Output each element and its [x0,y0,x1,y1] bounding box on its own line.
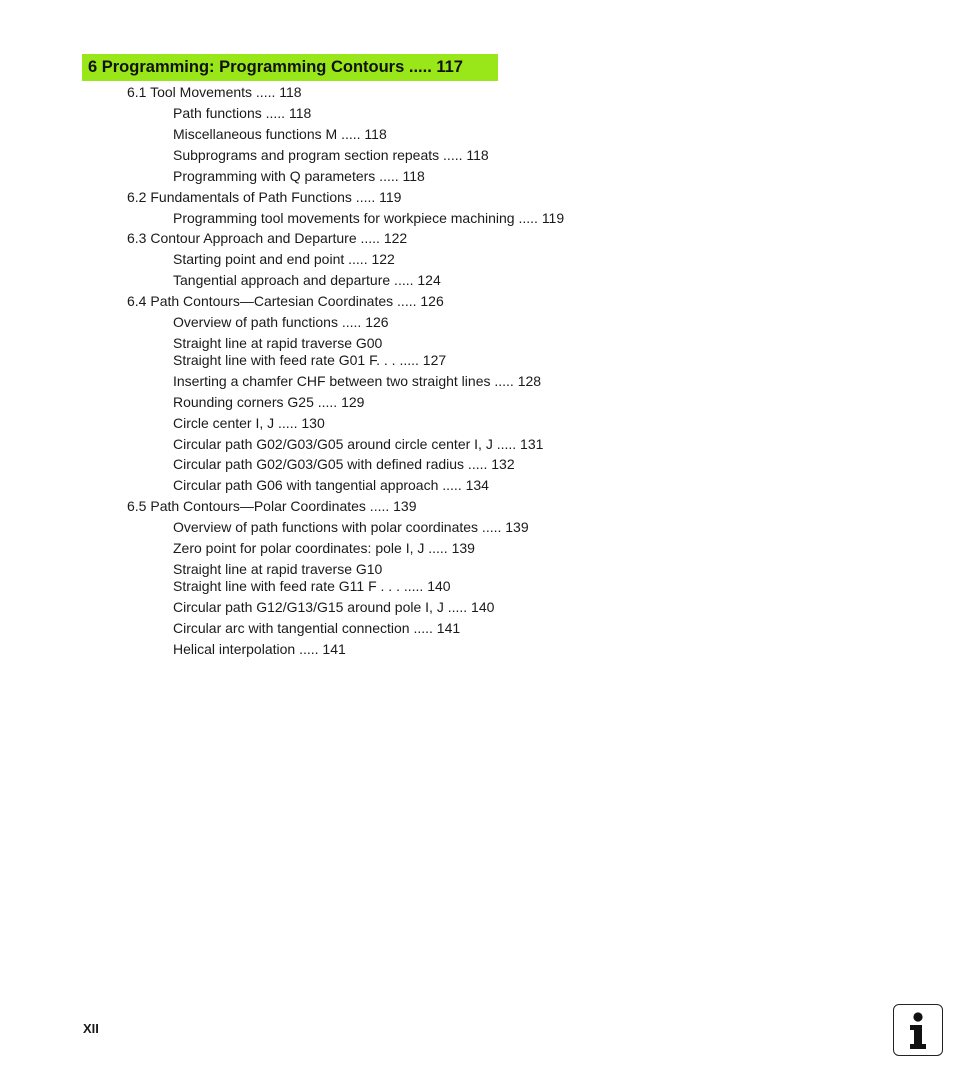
info-icon [893,1004,943,1056]
toc-item[interactable]: Helical interpolation ..... 141 [173,641,346,657]
toc-section-6-5[interactable]: 6.5 Path Contours—Polar Coordinates ..... 139 [127,498,417,514]
toc-item[interactable]: Overview of path functions ..... 126 [173,314,389,330]
toc-item[interactable]: Subprograms and program section repeats ..... 118 [173,147,489,163]
toc-item[interactable]: Circular path G06 with tangential approach ..... 134 [173,477,489,493]
toc-item[interactable]: Overview of path functions with polar coordinates ..... 139 [173,519,529,535]
toc-item[interactable]: Inserting a chamfer CHF between two straight lines ..... 128 [173,373,542,389]
toc-item[interactable]: Rounding corners G25 ..... 129 [173,394,365,410]
toc-item[interactable]: Circular path G02/G03/G05 with defined radius ..... 132 [173,456,515,472]
toc-item[interactable]: Programming with Q parameters ..... 118 [173,168,425,184]
toc-item[interactable]: Straight line at rapid traverse G00 [173,335,383,351]
toc-section-6-3[interactable]: 6.3 Contour Approach and Departure ..... 122 [127,230,408,246]
toc-section-6-1[interactable]: 6.1 Tool Movements ..... 118 [127,84,302,100]
toc-item[interactable]: Starting point and end point ..... 122 [173,251,395,267]
chapter-heading[interactable]: 6 Programming: Programming Contours ..... 117 [82,54,498,81]
toc-item[interactable]: Straight line with feed rate G11 F . . . ..... 140 [173,578,451,594]
toc-item[interactable]: Miscellaneous functions M ..... 118 [173,126,387,142]
toc-item[interactable]: Tangential approach and departure ..... 124 [173,272,441,288]
toc-item[interactable]: Straight line with feed rate G01 F. . . ..... 127 [173,352,447,368]
toc-item[interactable]: Programming tool movements for workpiece machining ..... 119 [173,210,565,226]
toc-item[interactable]: Path functions ..... 118 [173,105,312,121]
toc-item[interactable]: Zero point for polar coordinates: pole I, J ..... 139 [173,540,475,556]
toc-item[interactable]: Circular arc with tangential connection ..... 141 [173,620,461,636]
toc-item[interactable]: Circular path G12/G13/G15 around pole I, J ..... 140 [173,599,495,615]
toc-item[interactable]: Circular path G02/G03/G05 around circle center I, J ..... 131 [173,436,544,452]
page-number: XII [83,1021,99,1036]
toc-section-6-2[interactable]: 6.2 Fundamentals of Path Functions ..... 119 [127,189,402,205]
toc-item[interactable]: Straight line at rapid traverse G10 [173,561,383,577]
toc-item[interactable]: Circle center I, J ..... 130 [173,415,325,431]
toc-section-6-4[interactable]: 6.4 Path Contours—Cartesian Coordinates ..... 126 [127,293,444,309]
